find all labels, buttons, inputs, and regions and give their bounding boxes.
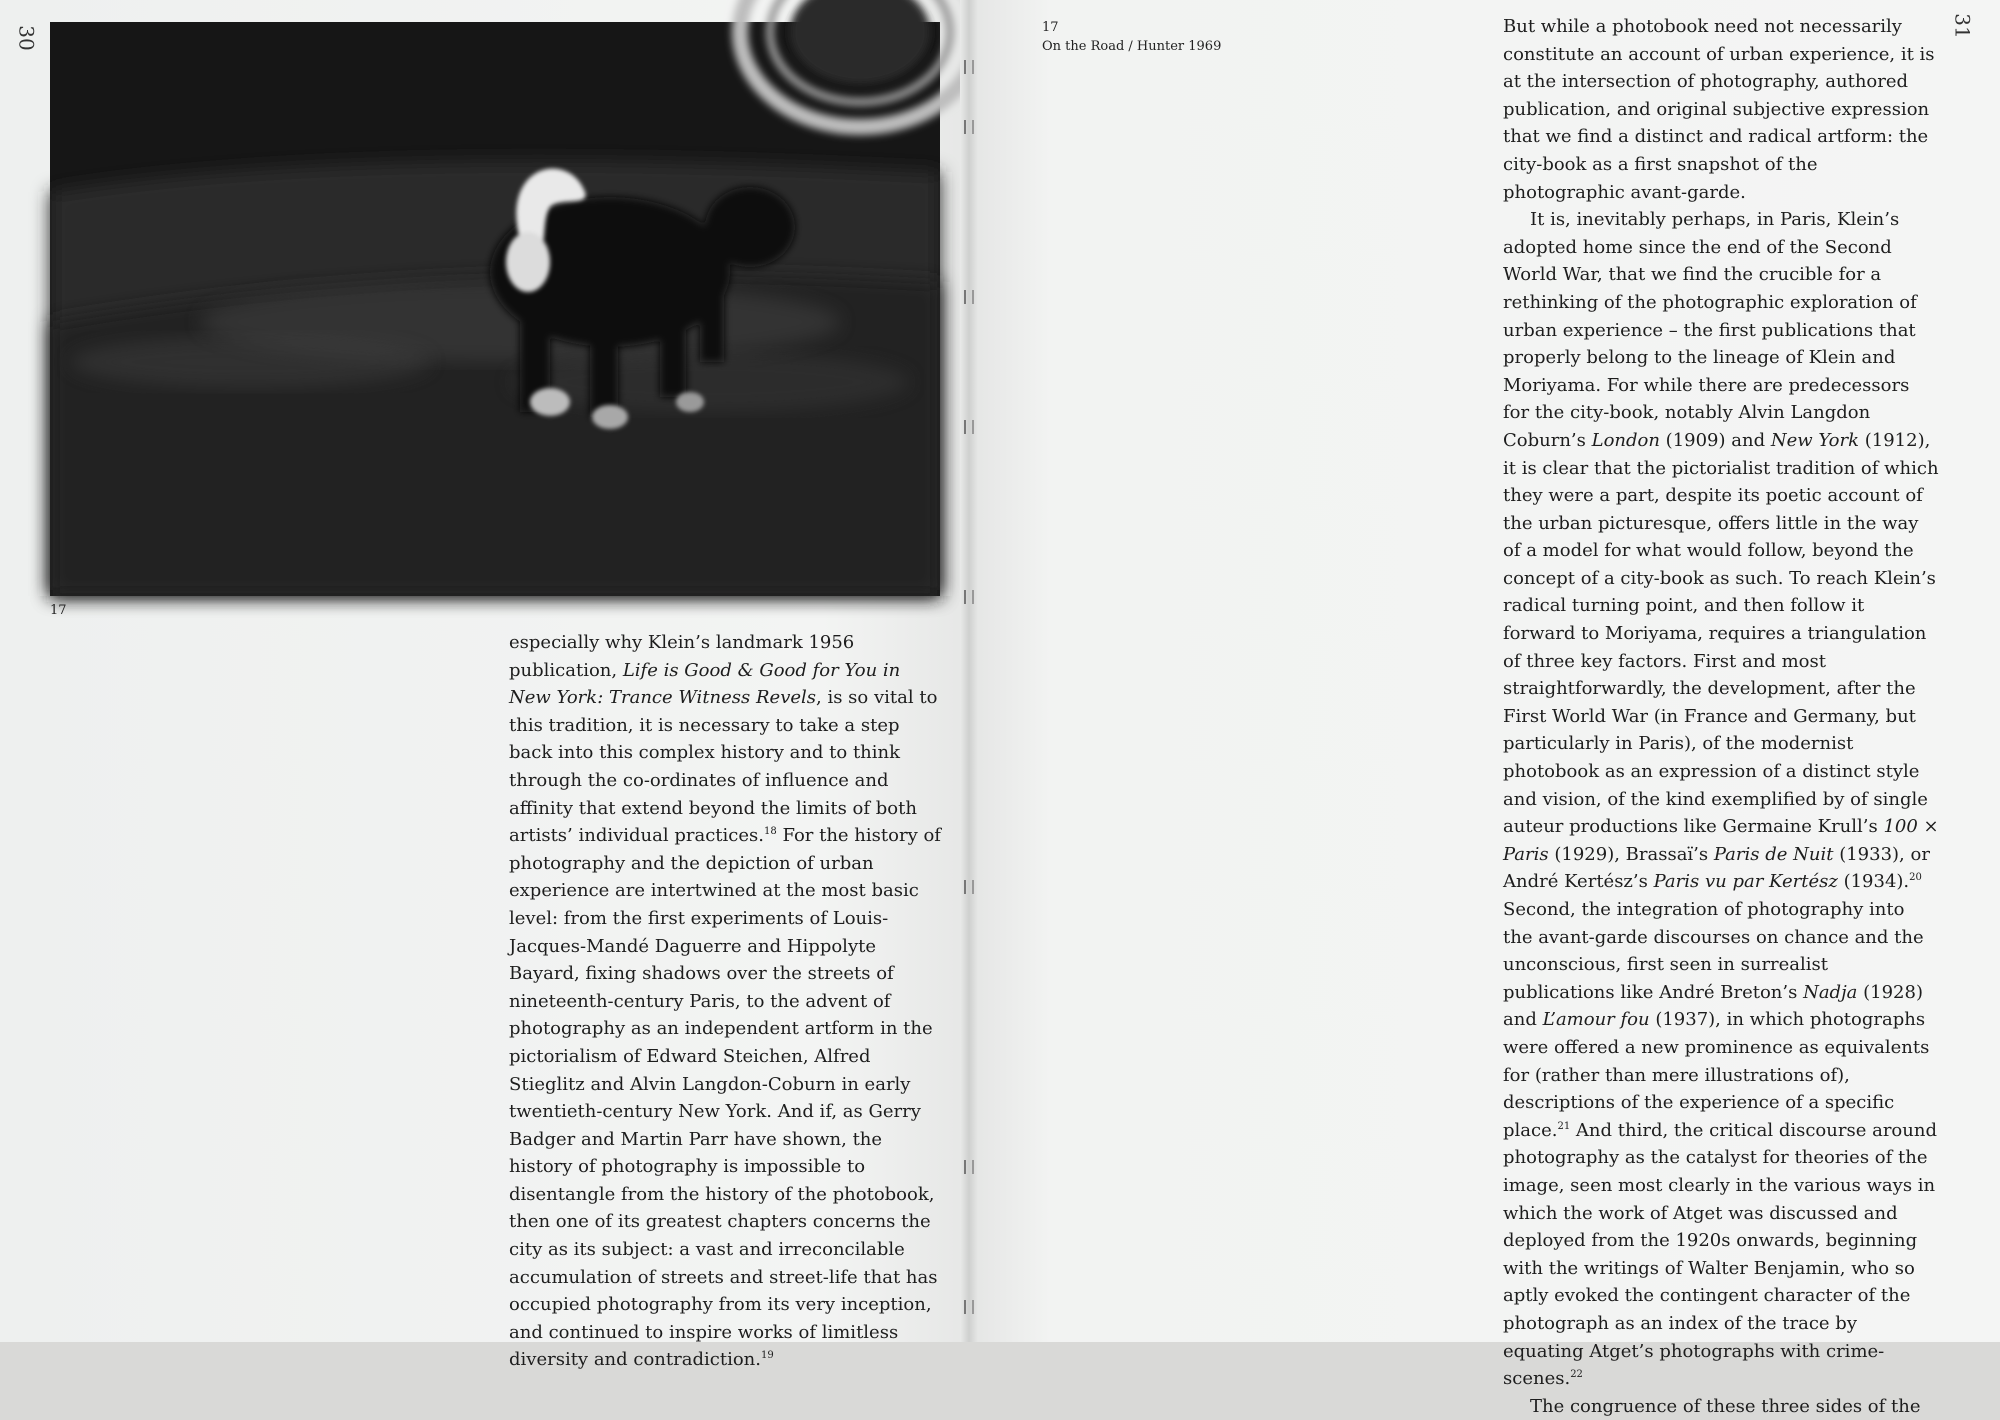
book-title-italic: Nadja — [1803, 981, 1858, 1003]
figure-caption-number: 17 — [50, 603, 67, 618]
book-title-italic: 100 × Paris — [1503, 816, 1939, 865]
text-run: Second, the integration of photography into the avant-garde discourses on chance and the unconscious, first seen in surrealist publications like André Breton’s — [1503, 899, 1924, 1003]
text-run: And third, the critical discourse around photography as the catalyst for theories of the image, seen most clearly in the various ways in which the work of Atget was discussed and deployed from the 1920s onwards, beginning with the writings of Walter Benjamin, who so aptly evoked the contingent character of the photograph as an index of the trace by equating Atget’s photographs with crime-scenes. — [1503, 1119, 1937, 1390]
dog-photo-illustration — [50, 22, 940, 596]
text-run: (1937), in which photographs were offered a new prominence as equivalents for (rather than mere illustrations of), descriptions of the experience of a specific place. — [1503, 1009, 1930, 1141]
text-run: especially why Klein’s landmark 1956 publication, — [509, 632, 855, 681]
footnote-ref-18: 18 — [763, 826, 777, 838]
page-number-right: 31 — [1950, 13, 1975, 39]
page-number-left: 30 — [14, 25, 39, 51]
left-page — [0, 0, 968, 1371]
text-run: , is so vital to this tradition, it is necessary to take a step back into this complex history and to think through the co-ordinates of influence and affinity that extend beyond the limits of both artists’ individual practices. — [509, 687, 938, 847]
text-run: It is, inevitably perhaps, in Paris, Klein’s adopted home since the end of the Second World War, that we find the crucible for a rethinking of the photographic exploration of urban experience – the first publications that properly belong to the lineage of Klein and Moriyama. For while there are predecessors for the city-book, notably Alvin Langdon Coburn’s — [1503, 209, 1917, 451]
book-title-italic: Life is Good & Good for You in New York: Trance Witness Revels — [509, 659, 901, 709]
footnote-ref-19: 19 — [760, 1350, 774, 1362]
footnote-ref-21: 21 — [1557, 1120, 1571, 1132]
footnote-ref-20: 20 — [1909, 872, 1922, 884]
body-text-right — [1503, 13, 1939, 1420]
binding-stitch — [964, 880, 974, 894]
binding-stitch — [964, 290, 974, 304]
text-run: (1933), or André Kertész’s — [1503, 843, 1930, 893]
footnote-ref-22: 22 — [1570, 1369, 1583, 1381]
paragraph-left — [509, 629, 945, 1374]
paragraph-1: But while a photobook need not necessarily constitute an account of urban experience, it is at the intersection of photography, authored publication, and original subjective expression that we find a distinct and radical artform: the city-book as a first snapshot of the photographic avant-garde. — [1503, 16, 1935, 203]
binding-stitch — [964, 1160, 974, 1174]
text-run: (1928) and — [1503, 981, 1923, 1031]
binding-stitch — [964, 590, 974, 604]
text-run: (1934). — [1837, 871, 1910, 893]
body-text-left — [509, 629, 945, 1374]
book-gutter — [960, 0, 978, 1342]
text-run: (1909) and — [1659, 429, 1771, 451]
text-run: (1929), Brassaï’s — [1548, 843, 1714, 865]
book-title-italic: New York — [1770, 429, 1860, 451]
text-run: For the history of photography and the depiction of urban experience are intertwined at the most basic level: from the first experiments of Louis-Jacques-Mandé Daguerre and Hippolyte Bayard, fixing shadows over the streets of nineteenth-century Paris, to the advent of photography as an independent artform in the pictorialism of Edward Steichen, Alfred Stieglitz and Alvin Langdon-Coburn in early twentieth-century New York. And if, as Gerry Badger and Martin Parr have shown, the history of photography is impossible to disentangle from the history of the photobook, then one of its greatest chapters concerns the city as its subject: a vast and irreconcilable accumulation of streets and street-life that has occupied photography from its very inception, and continued to inspire works of limitless diversity and contradiction. — [509, 825, 941, 1371]
binding-stitch — [964, 1300, 974, 1314]
binding-stitch — [964, 420, 974, 434]
book-title-italic: Paris vu par Kertész — [1653, 871, 1838, 893]
running-head-number: 17 — [1042, 20, 1059, 35]
running-head-title: On the Road / Hunter 1969 — [1042, 39, 1222, 54]
paragraph-2 — [1503, 206, 1939, 1393]
binding-stitch — [964, 120, 974, 134]
running-head — [1042, 18, 1221, 56]
photograph-dog-street — [50, 22, 940, 596]
paragraph-3: The congruence of these three sides of the — [1530, 1395, 1921, 1417]
binding-stitch — [964, 60, 974, 74]
book-title-italic: Paris de Nuit — [1713, 843, 1834, 865]
book-title-italic: L’amour fou — [1542, 1009, 1650, 1031]
book-title-italic: London — [1591, 429, 1660, 451]
text-run: (1912), it is clear that the pictorialist tradition of which they were a part, despite its poetic account of the urban picturesque, offers little in the way of a model for what would follow, beyond the concept of a city-book as such. To reach Klein’s radical turning point, and then follow it forward to Moriyama, requires a triangulation of three key factors. First and most straightforwardly, the development, after the First World War (in France and Germany, but particularly in Paris), of the modernist photobook as an expression of a distinct style and vision, of the kind exemplified by of single auteur productions like Germaine Krull’s — [1503, 429, 1939, 838]
